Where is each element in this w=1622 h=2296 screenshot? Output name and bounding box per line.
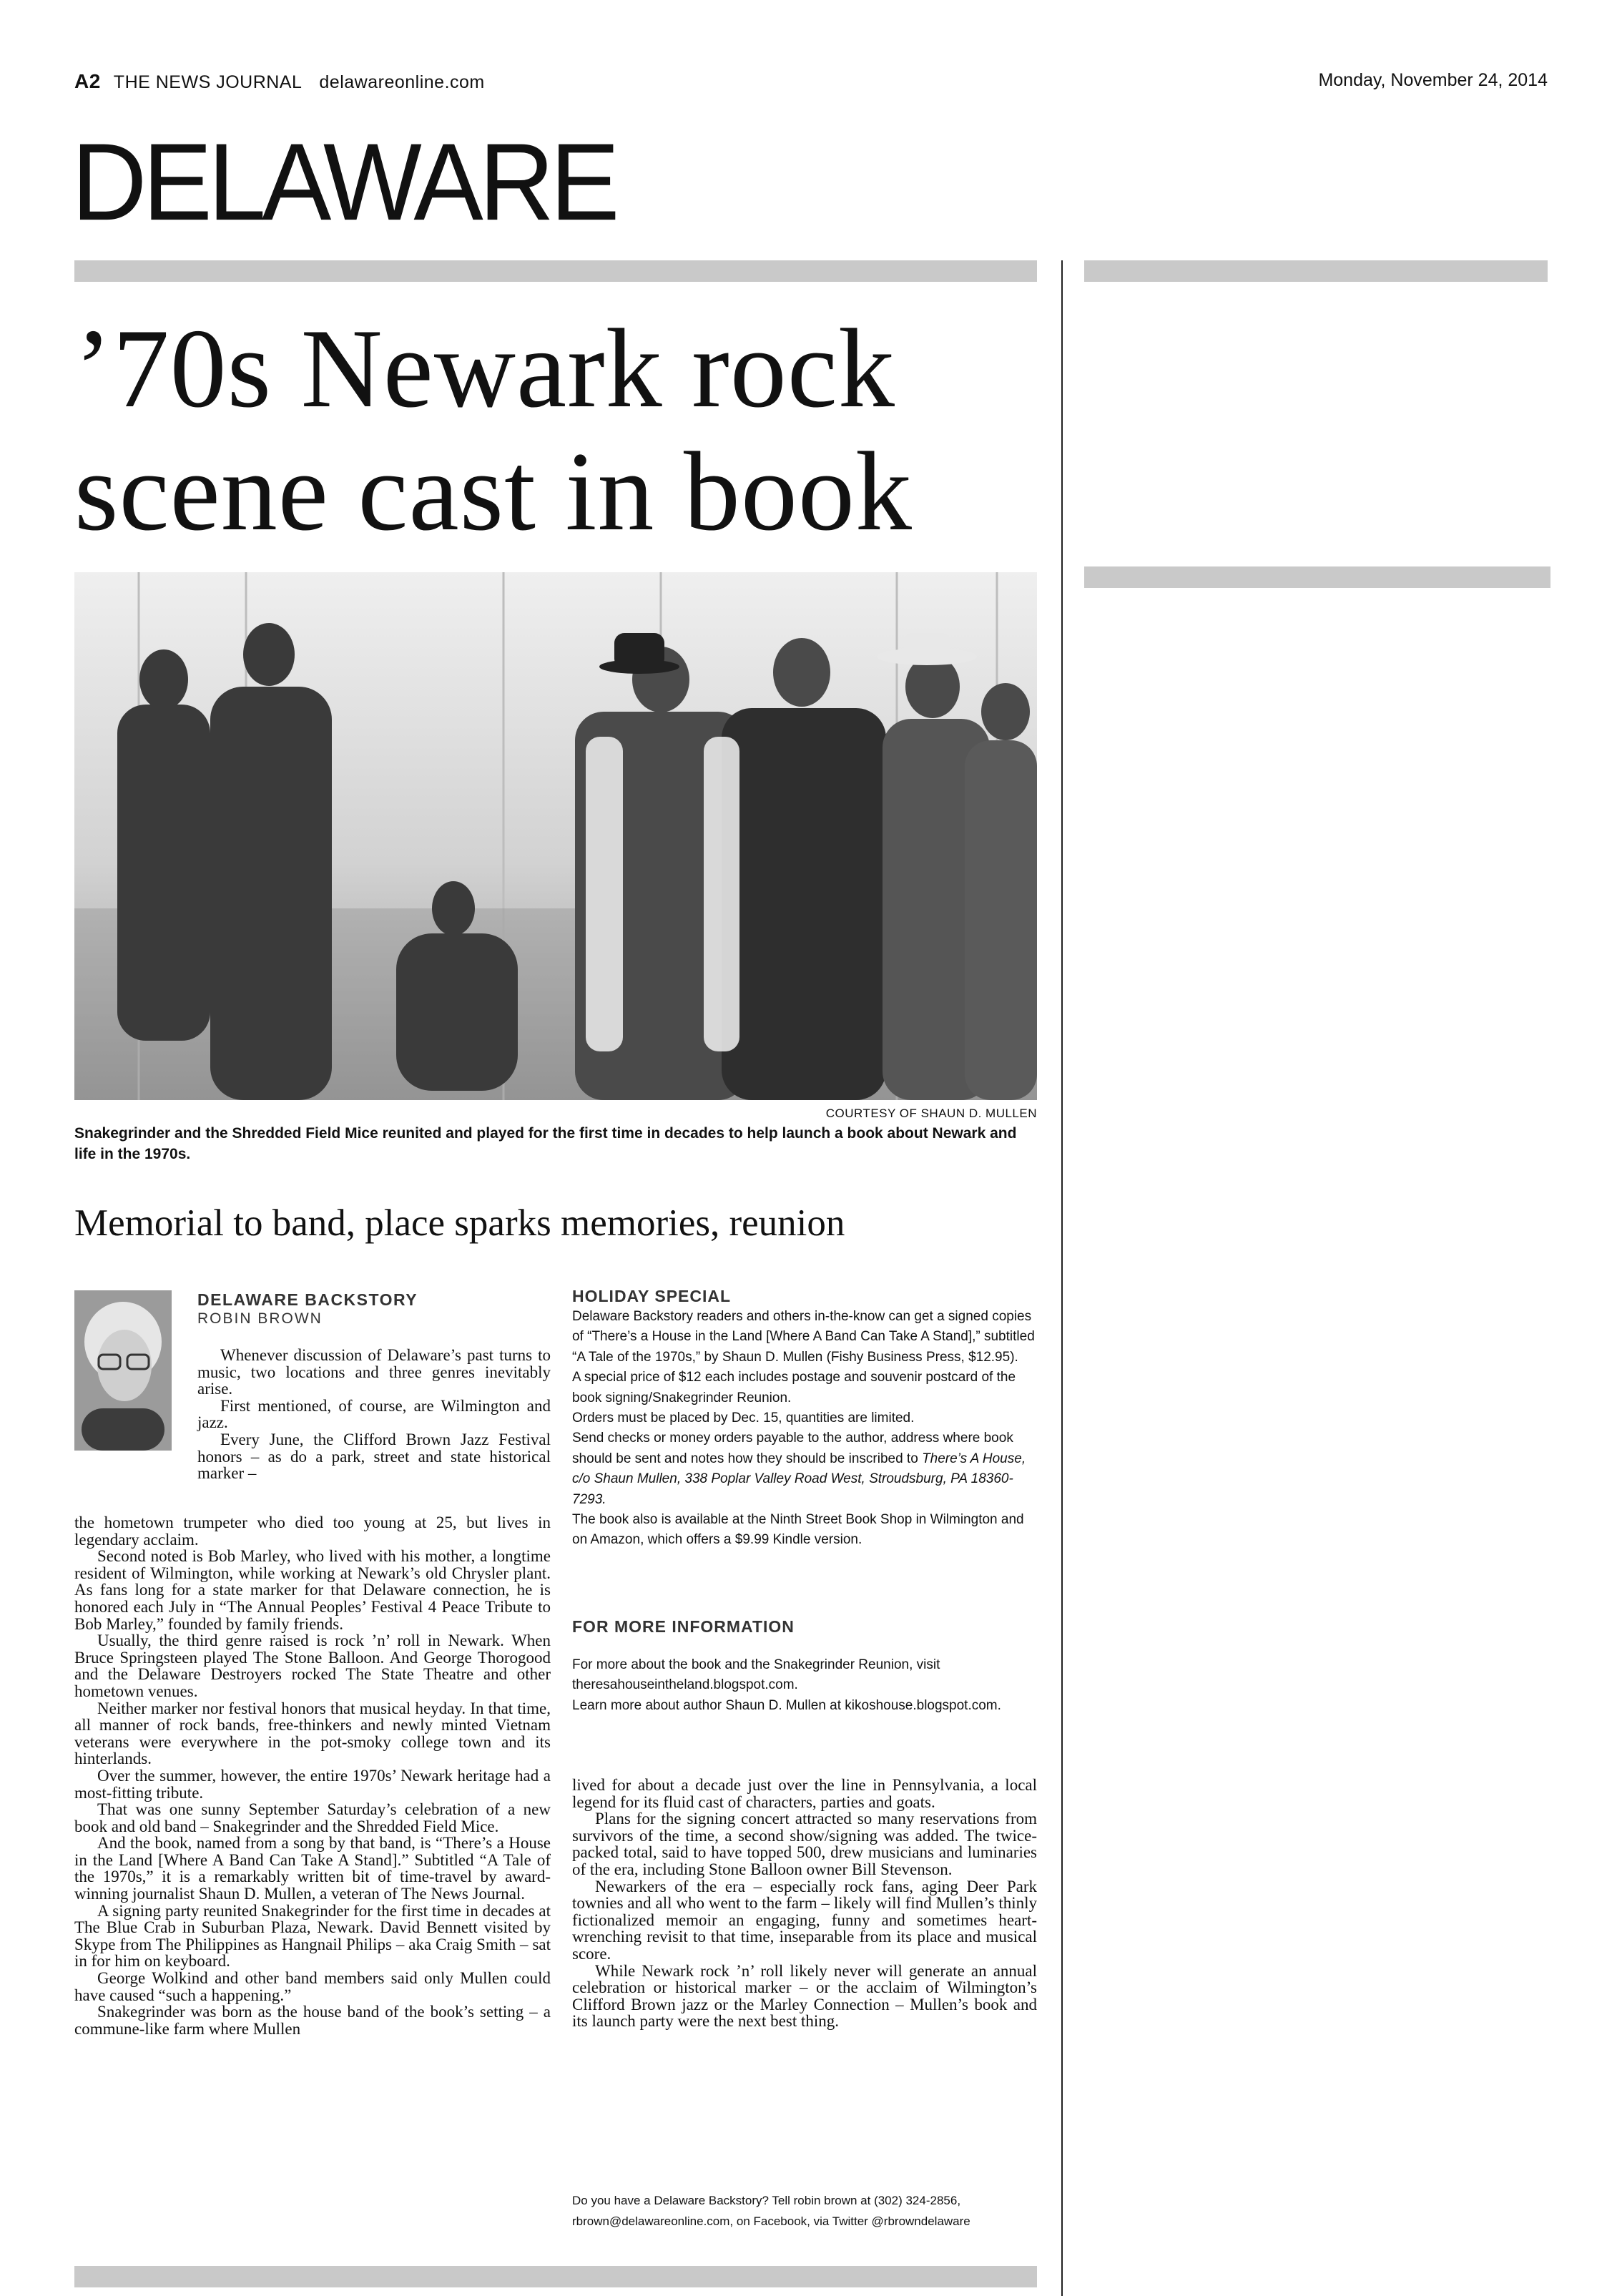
more-info-heading: FOR MORE INFORMATION	[572, 1617, 795, 1636]
column-divider	[1061, 260, 1063, 2296]
holiday-text: A special price of $12 each includes postage and souvenir postcard of the book signing/Snakegrinder Reunion.	[572, 1370, 1016, 1405]
contact-tagline: Do you have a Delaware Backstory? Tell robin brown at (302) 324-2856, rbrown@delawareonline.com, on Facebook, via Twitter @rbrowndelaware	[572, 2194, 970, 2228]
paragraph: That was one sunny September Saturday’s celebration of a new book and old band – Snakegrinder and the Shredded Field Mice.	[74, 1800, 551, 1835]
headline	[74, 308, 1061, 554]
photo-caption: Snakegrinder and the Shredded Field Mice reunited and played for the first time in decades to help launch a book about Newark and life in the 1970s.	[74, 1125, 1017, 1162]
rule-bar	[1084, 260, 1548, 282]
paragraph: lived for about a decade just over the line in Pennsylvania, a local legend for its fluid cast of characters, parties and goats.	[572, 1776, 1037, 1811]
paragraph: Usually, the third genre raised is rock ’n’ roll in Newark. When Bruce Springsteen played The Stone Balloon. And George Thorogood and the Delaware Destroyers rocked The State Theatre and other hometown venues.	[74, 1632, 551, 1700]
holiday-text: Delaware Backstory readers and others in-the-know can get a signed copies of “There’s a House in the Land [Where A Band Can Take A Stand],” subtitled “A Tale of the 1970s,” by Shaun D. Mullen (Fishy Business Press, $12.95).	[572, 1309, 1035, 1365]
paragraph: Second noted is Bob Marley, who lived with his mother, a longtime resident of Wilmington, while working at Newark’s old Chrysler plant. As fans long for a state marker for that Delaware connection, he is honored each July in “The Annual Peoples’ Festival 4 Peace Tribute to Bob Marley,” founded by family friends.	[74, 1547, 551, 1633]
paragraph: First mentioned, of course, are Wilmington and jazz.	[197, 1396, 551, 1432]
band-photo	[74, 572, 1037, 1100]
more-info-text[interactable]: Learn more about author Shaun D. Mullen at kikoshouse.blogspot.com.	[572, 1697, 1001, 1713]
article-body	[74, 1514, 551, 2037]
photo-credit: COURTESY OF SHAUN D. MULLEN	[825, 1107, 1037, 1120]
issue-date: Monday, November 24, 2014	[1318, 70, 1548, 90]
page-number: A2	[74, 70, 101, 92]
paragraph: Whenever discussion of Delaware’s past turns to music, two locations and three genres inevitably arise.	[197, 1346, 551, 1398]
paragraph: Plans for the signing concert attracted so many reservations from survivors of the time, a second show/signing was added. The twice-packed total, said to have topped 500, drew musicians and luminaries of the era, including Stone Balloon owner Bill Stevenson.	[572, 1810, 1037, 1878]
paragraph: And the book, named from a song by that band, is “There’s a House in the Land [Where A Band Can Take A Stand].” Subtitled “A Tale of the 1970s,” it is a remarkably written bit of time-travel by award-winning journalist Shaun D. Mullen, a veteran of The News Journal.	[74, 1834, 551, 1903]
rule-bar	[1084, 566, 1550, 588]
rule-bar	[74, 260, 1037, 282]
article-body	[197, 1347, 551, 1482]
paragraph: Every June, the Clifford Brown Jazz Festival honors – as do a park, street and state historical marker –	[197, 1430, 551, 1483]
paragraph: Newarkers of the era – especially rock fans, aging Deer Park townies and all who went to the farm – likely will find Mullen’s thinly fictionalized memoir an engaging, funny and sometimes heart-wrenching revisit to that time, inseparable from its place and musical score.	[572, 1877, 1037, 1963]
paragraph: While Newark rock ’n’ roll likely never will generate an annual celebration or historical marker – or the acclaim of Wilmington’s Clifford Brown jazz or the Marley Connection – Mullen’s book and its launch party were the next best thing.	[572, 1961, 1037, 2031]
holiday-text	[572, 1428, 1037, 1510]
publication-name: THE NEWS JOURNAL	[113, 72, 303, 92]
headline-line: ’70s Newark rock	[74, 306, 895, 431]
holiday-text: Orders must be placed by Dec. 15, quantities are limited.	[572, 1411, 915, 1426]
holiday-text-lead: Send checks or money orders payable to the author, address where book should be sent and notes how they should be inscribed to	[572, 1431, 1013, 1466]
page-header	[74, 70, 485, 93]
more-info	[572, 1655, 1037, 1716]
headline-line: scene cast in book	[74, 429, 913, 554]
site-link[interactable]: delawareonline.com	[319, 72, 485, 92]
mailing-address: There’s A House, c/o Shaun Mullen, 338 Poplar Valley Road West, Stroudsburg, PA 18360-7293.	[572, 1451, 1026, 1507]
paragraph: Neither marker nor festival honors that musical heyday. In that time, all manner of rock bands, free-thinkers and newly minted Vietnam veterans were everywhere in the pot-smoky college town and its hinterlands.	[74, 1699, 551, 1768]
paragraph: Snakegrinder was born as the house band of the book’s setting – a commune-like farm where Mullen	[74, 2003, 551, 2038]
holiday-text: The book also is available at the Ninth Street Book Shop in Wilmington and on Amazon, which offers a $9.99 Kindle version.	[572, 1512, 1024, 1548]
article-body	[572, 1777, 1037, 2030]
holiday-heading: HOLIDAY SPECIAL	[572, 1287, 732, 1305]
section-title: DELAWARE	[72, 120, 616, 243]
columnist-photo	[74, 1290, 172, 1451]
rule-bar	[74, 2266, 1037, 2287]
paragraph: George Wolkind and other band members said only Mullen could have caused “such a happening.”	[74, 1969, 551, 2004]
column-kicker: DELAWARE BACKSTORY	[197, 1290, 418, 1309]
holiday-special	[572, 1307, 1037, 1551]
paragraph: Over the summer, however, the entire 1970s’ Newark heritage had a most-fitting tribute.	[74, 1766, 551, 1802]
paragraph: the hometown trumpeter who died too young at 25, but lives in legendary acclaim.	[74, 1514, 551, 1549]
paragraph: A signing party reunited Snakegrinder for the first time in decades at The Blue Crab in Suburban Plaza, Newark. David Bennett visited by Skype from The Philippines as Hangnail Philips – aka Craig Smith – sat in for him on keyboard.	[74, 1901, 551, 1971]
subheadline: Memorial to band, place sparks memories, reunion	[74, 1202, 845, 1244]
more-info-text[interactable]: For more about the book and the Snakegrinder Reunion, visit theresahouseintheland.blogspot.com.	[572, 1657, 940, 1693]
byline: ROBIN BROWN	[197, 1310, 323, 1327]
